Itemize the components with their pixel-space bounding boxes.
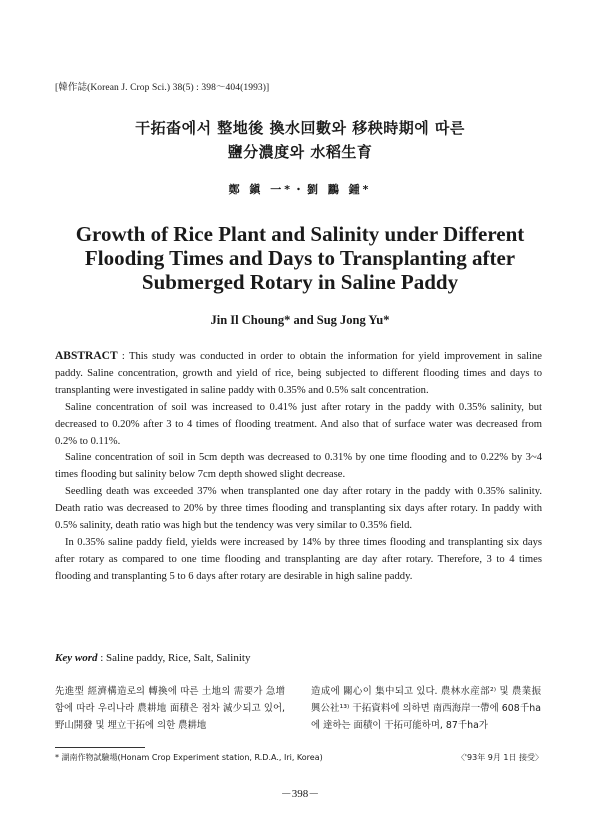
- keywords: [55, 652, 250, 664]
- keywords-text: Saline paddy, Rice, Salt, Salinity: [106, 652, 251, 664]
- body-column-left: [55, 683, 285, 734]
- abstract-paragraph-4: Seedling death was exceeded 37% when transplanted one day after rotary in the paddy with 0.35% salinity. Death ratio was decreased to 20% by three times flooding and transplanting six days after rotary. In paddy with 0.5% salinity, death ratio was high but the tendency was very similar to 0.35% field.: [55, 486, 542, 532]
- abstract-paragraph-3: Saline concentration of soil in 5cm depth was decreased to 0.31% by one time flooding and to 0.22% by 3~4 times flooding but salinity below 7cm depth showed slight decrease.: [55, 452, 542, 481]
- korean-title-line-1: 干拓畓에서 整地後 換水回數와 移秧時期에 따른: [135, 119, 465, 137]
- abstract-label: ABSTRACT: [55, 350, 118, 362]
- journal-citation: [韓作誌(Korean J. Crop Sci.) 38(5) : 398～404(1993)]: [55, 83, 270, 93]
- body-left-text: 先進型 經濟構造로의 轉換에 따른 土地의 需要가 急增함에 따라 우리나라 農耕地 面積은 점차 減少되고 있어, 野山開發 및 埋立干拓에 의한 農耕地: [55, 686, 285, 731]
- english-title-line-1: Growth of Rice Plant and Salinity under Different: [75, 222, 525, 246]
- abstract-paragraph-1: [55, 348, 542, 400]
- abstract-paragraph-2: Saline concentration of soil was increased to 0.41% just after rotary in the paddy with 0.35% salinity, but decreased to 0.20% after 3 to 4 times of flooding treatment. And also that of surface water was decreased from 0.2% to 0.11%.: [55, 401, 542, 447]
- korean-authors: 鄭 鎭 一*・劉 鸝 鍾*: [228, 183, 372, 196]
- abstract: [55, 348, 542, 586]
- english-title-line-2: Flooding Times and Days to Transplanting after: [84, 246, 516, 270]
- keywords-separator: :: [97, 652, 107, 664]
- footnote-affiliation: * 湖南作物試驗場(Honam Crop Experiment station, R.D.A., Iri, Korea): [55, 753, 323, 762]
- korean-title-line-2: 鹽分濃度와 水稻生育: [227, 143, 373, 161]
- page-number: －398－: [280, 788, 320, 800]
- abstract-text-1: This study was conducted in order to obtain the information for yield improvement in saline paddy. Saline concentration, growth and yield of rice, being subjected to different flooding times and days to transplanting were investigated in saline paddy with 0.35% and 0.5% salt concentration.: [55, 351, 542, 396]
- footnote-divider: [55, 747, 145, 748]
- abstract-paragraph-5: In 0.35% saline paddy field, yields were increased by 14% by three times flooding and transplanting six days after rotary as compared to one time flooding and transplanting are day after rotary. Therefore, 3 to 4 times flooding and transplanting 5 to 6 days after rotary are desirable in high saline paddy.: [55, 536, 542, 582]
- body-column-right: [311, 683, 541, 734]
- english-authors: Jin Il Choung* and Sug Jong Yu*: [210, 313, 390, 327]
- body-right-text: 造成에 關心이 集中되고 있다. 農林水産部²⁾ 및 農業振興公社¹³⁾ 干拓資料에 의하면 南西海岸一帶에 608千ha에 達하는 面積이 干拓可能하며, 87千ha가: [311, 686, 541, 731]
- received-date: 〈'93年 9月 1日 接受〉: [456, 753, 543, 762]
- abstract-separator: :: [117, 351, 129, 362]
- english-title-line-3: Submerged Rotary in Saline Paddy: [141, 270, 459, 294]
- keywords-label: Key word: [55, 652, 98, 664]
